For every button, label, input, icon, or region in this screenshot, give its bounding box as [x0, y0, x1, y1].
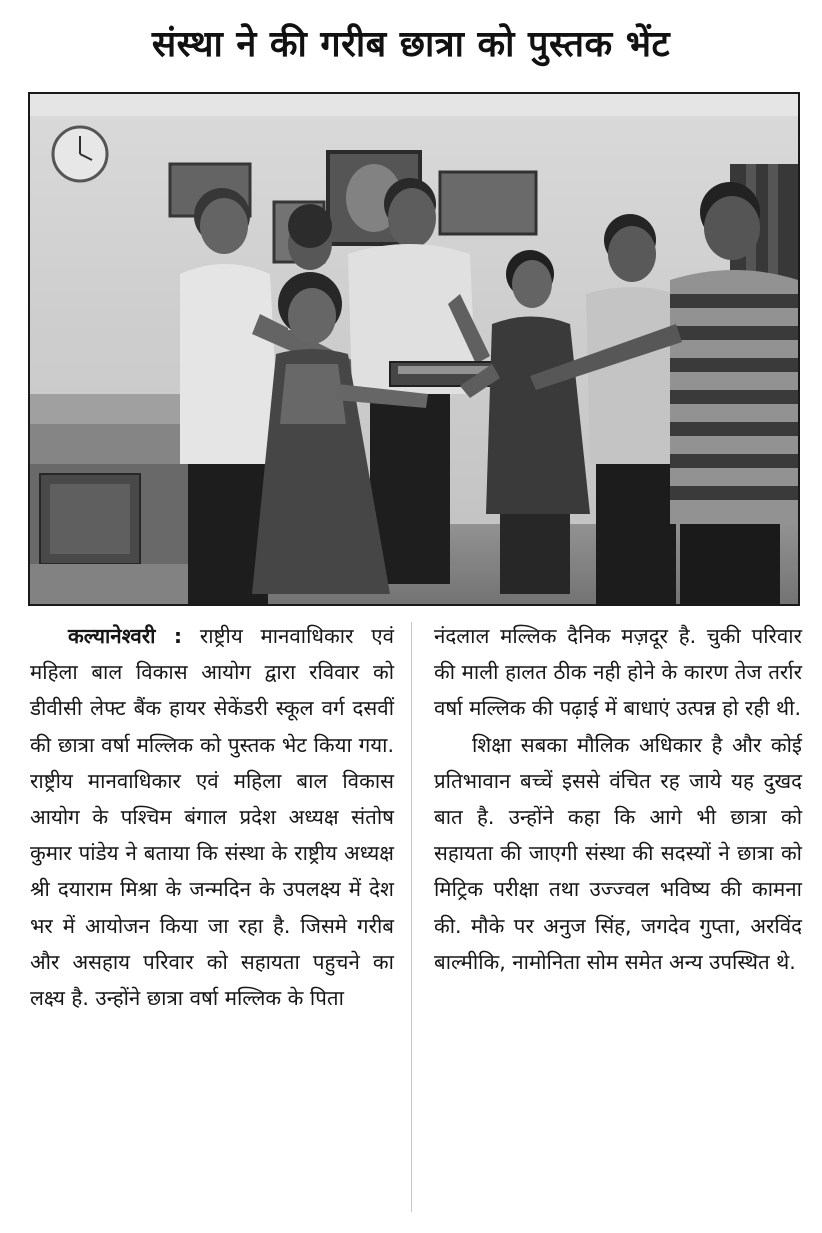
headline: संस्था ने की गरीब छात्रा को पुस्तक भेंट — [151, 24, 671, 65]
paragraph-3: शिक्षा सबका मौलिक अधिकार है और कोई प्रतिभावान बच्चें इससे वंचित रह जाये यह दुखद बात है. उन्होंने कहा कि आगे भी छात्रा को सहायता की जाएगी संस्था की सदस्यों ने छात्रा को मिट्रिक परीक्षा तथा उज्ज्वल भविष्य की कामना की. मौके पर अनुज सिंह, जगदेव गुप्ता, अरविंद बाल्मीकि, नामोनिता सोम समेत अन्य उपस्थित थे. — [434, 732, 802, 974]
paragraph-1 — [30, 618, 394, 1016]
paragraph-1-text: राष्ट्रीय मानवाधिकार एवं महिला बाल विकास आयोग द्वारा रविवार को डीवीसी लेफ्ट बैंक हायर सेकेंडरी स्कूल वर्ग दसवीं की छात्रा वर्षा मल्लिक को पुस्तक भेट किया गया. राष्ट्रीय मानवाधिकार एवं महिला बाल विकास आयोग के पश्चिम बंगाल प्रदेश अध्यक्ष संतोष कुमार पांडेय ने बताया कि संस्था के राष्ट्रीय अध्यक्ष श्री दयाराम मिश्रा के जन्मदिन के उपलक्ष्य में देश भर में आयोजन किया जा रहा है. जिसमे गरीब और असहाय परिवार को सहायता पहुचने का लक्ष्य है. उन्होंने छात्रा वर्षा मल्लिक के पिता — [30, 624, 394, 1011]
paragraph-2: नंदलाल मल्लिक दैनिक मज़दूर है. चुकी परिवार की माली हालत ठीक नही होने के कारण तेज तर्रार वर्षा मल्लिक की पढ़ाई में बाधाएं उत्पन्न हो रही थी. — [434, 624, 802, 721]
column-divider — [411, 622, 412, 1212]
group-photo-icon — [30, 94, 798, 604]
dateline: कल्यानेश्वरी : — [68, 624, 183, 648]
news-photo — [28, 92, 800, 606]
right-column — [434, 618, 802, 980]
left-column — [30, 618, 394, 1016]
